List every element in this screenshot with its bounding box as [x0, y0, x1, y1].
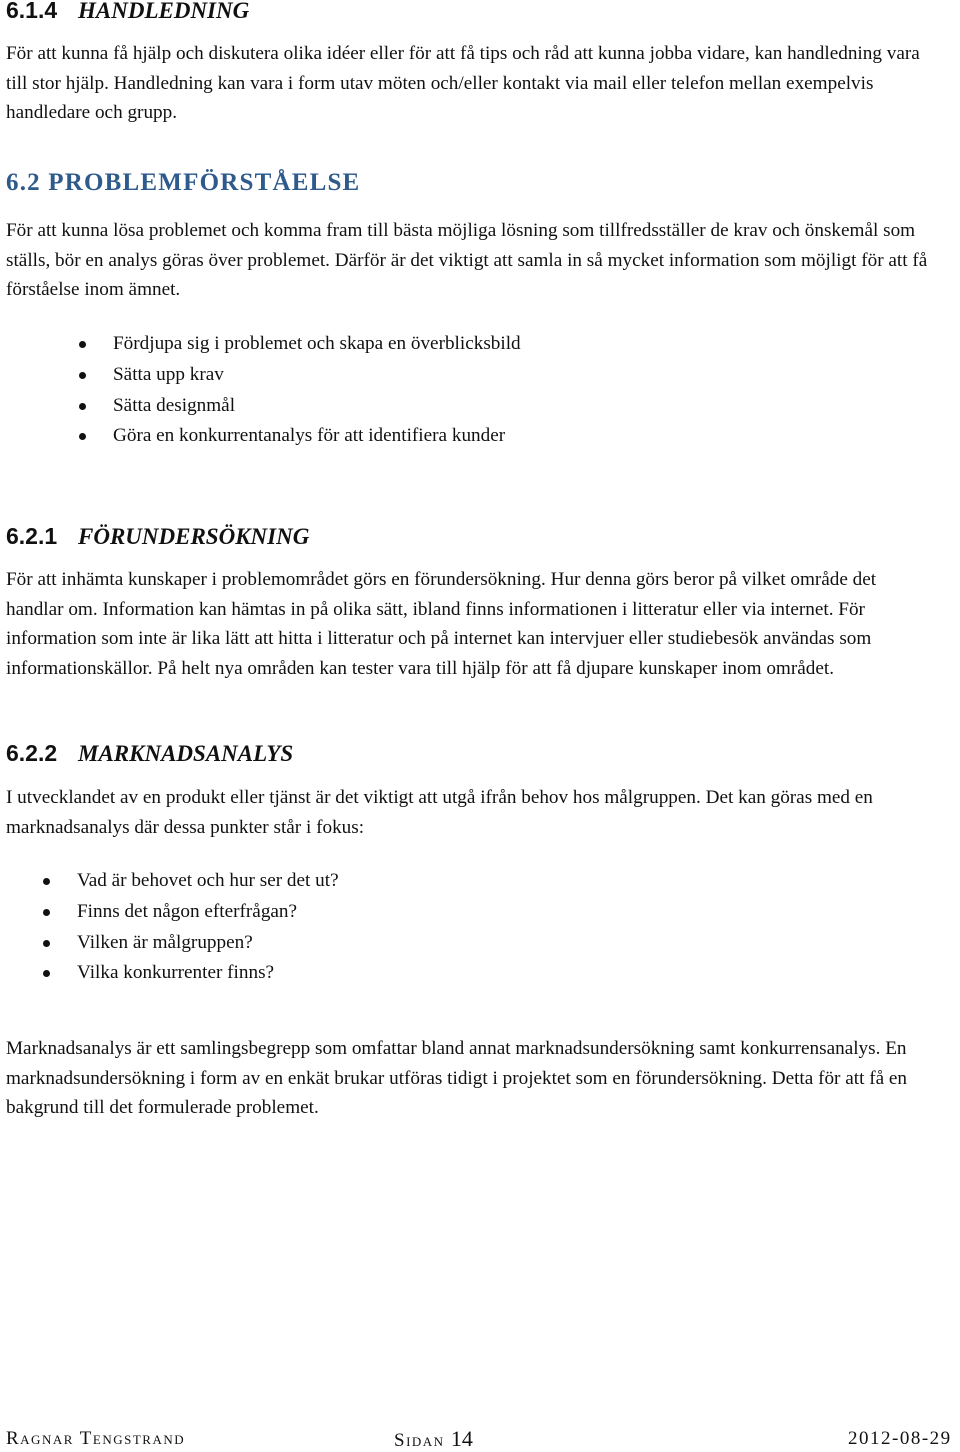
bullet-icon — [79, 403, 86, 410]
bullet-list-marknadsanalys — [77, 866, 339, 989]
list-item: Vad är behovet och hur ser det ut? — [77, 866, 339, 897]
paragraph-marknadsanalys: Marknadsanalys är ett samlingsbegrepp som omfattar bland annat marknadsundersökning samt konkurrensanalys. En marknadsundersökning i form av en enkät brukar utföras tidigt i projektet som en förundersökning. Detta för att få en bakgrund till det formulerade problemet. — [6, 1038, 908, 1119]
section-number: 6.2.2 — [6, 740, 58, 766]
bullet-icon — [43, 940, 50, 947]
paragraph-marknadsanalys-intro: I utvecklandet av en produkt eller tjänst är det viktigt att utgå ifrån behov hos målgruppen. Det kan göras med en marknadsanalys där dessa punkter står i fokus: — [6, 787, 873, 838]
heading-forundersokning — [6, 522, 309, 551]
bullet-icon — [79, 341, 86, 348]
bullet-icon — [43, 878, 50, 885]
footer-date: 2012-08-29 — [848, 1428, 952, 1449]
heading-problemforstaelse: 6.2 PROBLEMFÖRSTÅELSE — [6, 169, 361, 196]
bullet-icon — [79, 372, 86, 379]
section-title: FÖRUNDERSÖKNING — [78, 524, 310, 549]
bullet-icon — [43, 909, 50, 916]
section-number: 6.2.1 — [6, 523, 58, 549]
list-item: Sätta upp krav — [113, 360, 521, 391]
footer-author: Ragnar Tengstrand — [6, 1428, 186, 1449]
bullet-icon — [79, 433, 86, 440]
paragraph-problemforstaelse: För att kunna lösa problemet och komma fram till bästa möjliga lösning som tillfredsställer de krav och önskemål som ställs, bör en analys göras över problemet. Därför är det viktigt att samla in så mycket information som möjligt för att få förståelse inom ämnet. — [6, 220, 928, 301]
list-item: Sätta designmål — [113, 391, 521, 422]
list-item: Fördjupa sig i problemet och skapa en överblicksbild — [113, 329, 521, 360]
footer-page-label: Sidan — [394, 1430, 445, 1451]
paragraph-forundersokning: För att inhämta kunskaper i problemområdet görs en förundersökning. Hur denna görs beror på vilket område det handlar om. Information kan hämtas in på olika sätt, ibland finns informationen i litteratur eller via internet. För information som inte är lika lätt att hitta i litteratur och på internet kan intervjuer eller studiebesök användas som informationskällor. På helt nya områden kan tester vara till hjälp för att få djupare kunskaper inom området. — [6, 569, 877, 679]
bullet-list-problemforstaelse — [113, 329, 521, 452]
footer-page — [394, 1428, 473, 1452]
heading-marknadsanalys — [6, 739, 293, 768]
list-item: Finns det någon efterfrågan? — [77, 897, 339, 928]
footer-page-number: 14 — [450, 1426, 473, 1451]
section-title: MARKNADSANALYS — [78, 741, 294, 766]
list-item: Vilka konkurrenter finns? — [77, 958, 339, 989]
bullet-icon — [43, 970, 50, 977]
heading-handledning — [6, 0, 249, 25]
list-item: Vilken är målgruppen? — [77, 928, 339, 959]
list-item: Göra en konkurrentanalys för att identifiera kunder — [113, 421, 521, 452]
section-number: 6.1.4 — [6, 0, 58, 23]
section-title: HANDLEDNING — [78, 0, 250, 23]
paragraph-handledning: För att kunna få hjälp och diskutera olika idéer eller för att få tips och råd att kunna jobba vidare, kan handledning vara till stor hjälp. Handledning kan vara i form utav möten och/eller kontakt via mail eller telefon mellan exempelvis handledare och grupp. — [6, 43, 920, 124]
